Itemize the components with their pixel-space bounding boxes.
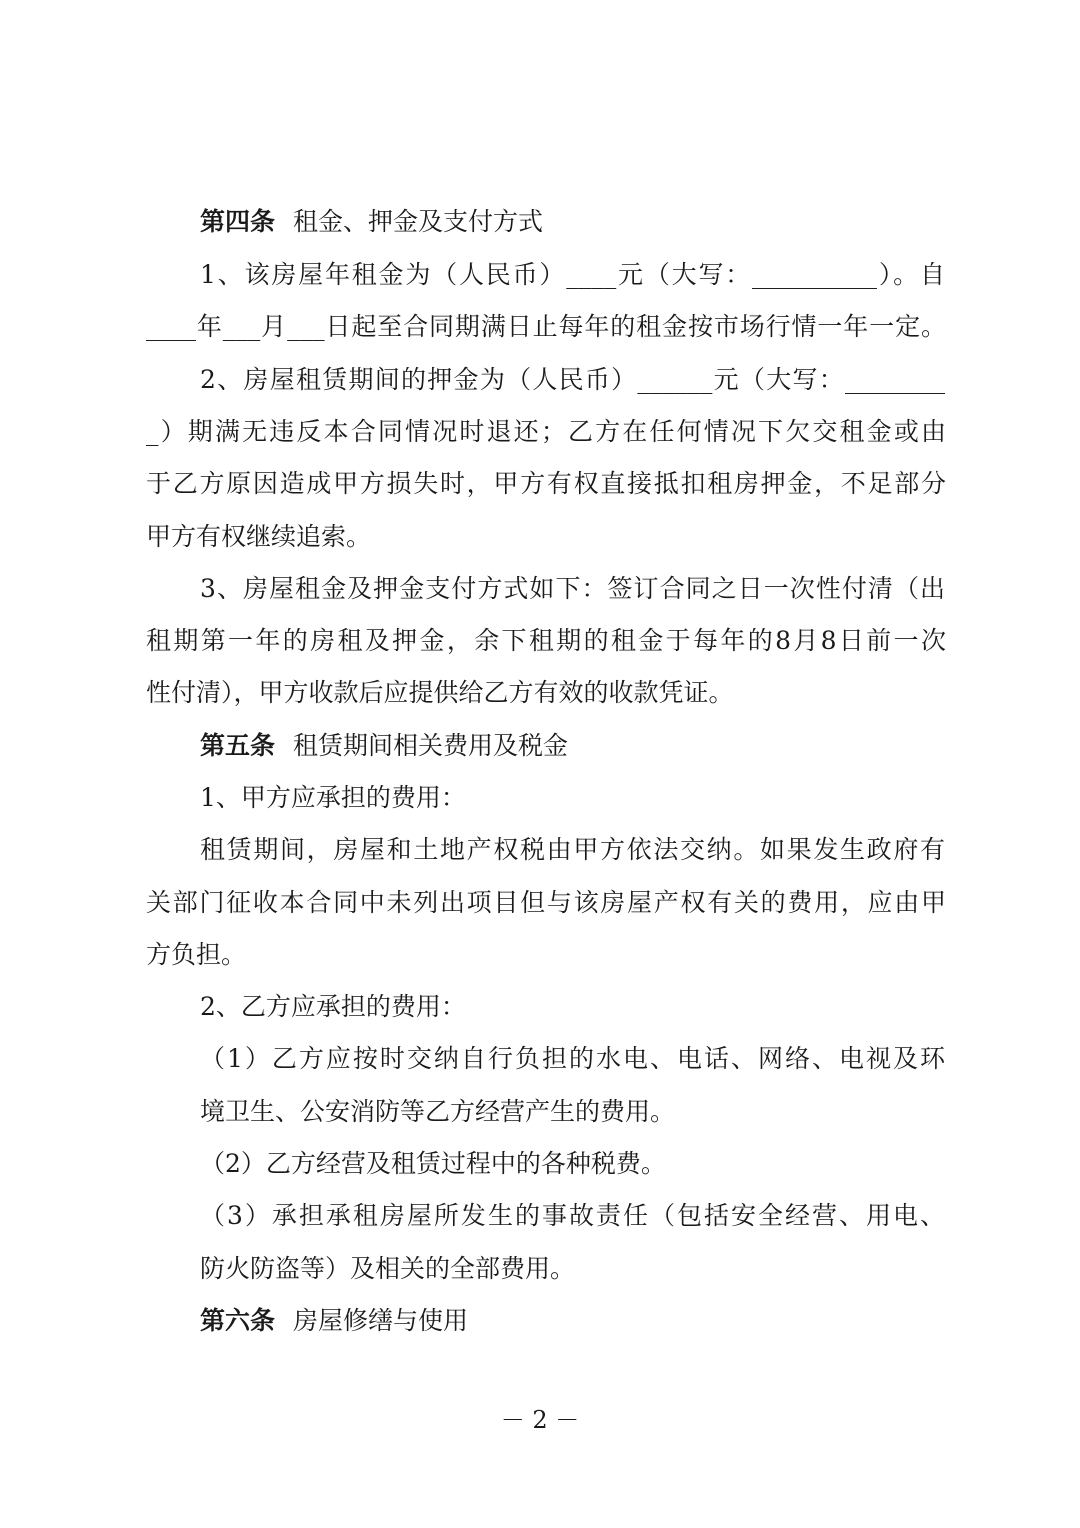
paragraph-line: 2、乙方应承担的费用： <box>200 992 466 1021</box>
article-4-label: 第四条 <box>200 207 276 236</box>
paragraph-line: 租赁期间，房屋和土地产权税由甲方依法交纳。如果发生政府有 <box>200 835 945 864</box>
paragraph-line: 关部门征收本合同中未列出项目但与该房屋产权有关的费用，应由甲 <box>146 888 946 917</box>
article-4-heading <box>200 202 543 242</box>
article-5-title: 租赁期间相关费用及税金 <box>293 731 569 760</box>
paragraph-line: _）期满无违反本合同情况时退还；乙方在任何情况下欠交租金或由 <box>146 417 946 446</box>
paragraph-line: 1、该房屋年租金为（人民币）____元（大写：__________）。自 <box>200 260 945 289</box>
article-6-heading <box>200 1301 468 1341</box>
article-6-title: 房屋修缮与使用 <box>293 1306 469 1335</box>
paragraph-line: 1、甲方应承担的费用： <box>200 783 466 812</box>
paragraph-line: 3、房屋租金及押金支付方式如下：签订合同之日一次性付清（出 <box>200 574 945 603</box>
page-number: － 2 － <box>500 1406 580 1434</box>
paragraph-line: （1）乙方应按时交纳自行负担的水电、电话、网络、电视及环 <box>200 1044 945 1073</box>
article-5-label: 第五条 <box>200 731 276 760</box>
paragraph-line: 甲方有权继续追索。 <box>146 522 372 551</box>
paragraph-line: （3）承担承租房屋所发生的事故责任（包括安全经营、用电、 <box>200 1201 945 1230</box>
article-5-heading <box>200 726 568 766</box>
paragraph-line: 防火防盗等）及相关的全部费用。 <box>200 1254 576 1283</box>
paragraph-line: 方负担。 <box>146 940 247 969</box>
paragraph-line: 境卫生、公安消防等乙方经营产生的费用。 <box>200 1097 676 1126</box>
paragraph-line: 于乙方原因造成甲方损失时，甲方有权直接抵扣租房押金，不足部分 <box>146 469 946 498</box>
paragraph-line: （2）乙方经营及租赁过程中的各种税费。 <box>200 1149 666 1178</box>
paragraph-line: ____年___月___日起至合同期满日止每年的租金按市场行情一年一定。 <box>146 312 946 341</box>
article-4-title: 租金、押金及支付方式 <box>293 207 544 236</box>
paragraph-line: 2、房屋租赁期间的押金为（人民币）______元（大写：________ <box>200 365 945 394</box>
paragraph-line: 租期第一年的房租及押金，余下租期的租金于每年的8月8日前一次 <box>146 626 946 655</box>
paragraph-line: 性付清），甲方收款后应提供给乙方有效的收款凭证。 <box>146 678 734 707</box>
article-6-label: 第六条 <box>200 1306 276 1335</box>
